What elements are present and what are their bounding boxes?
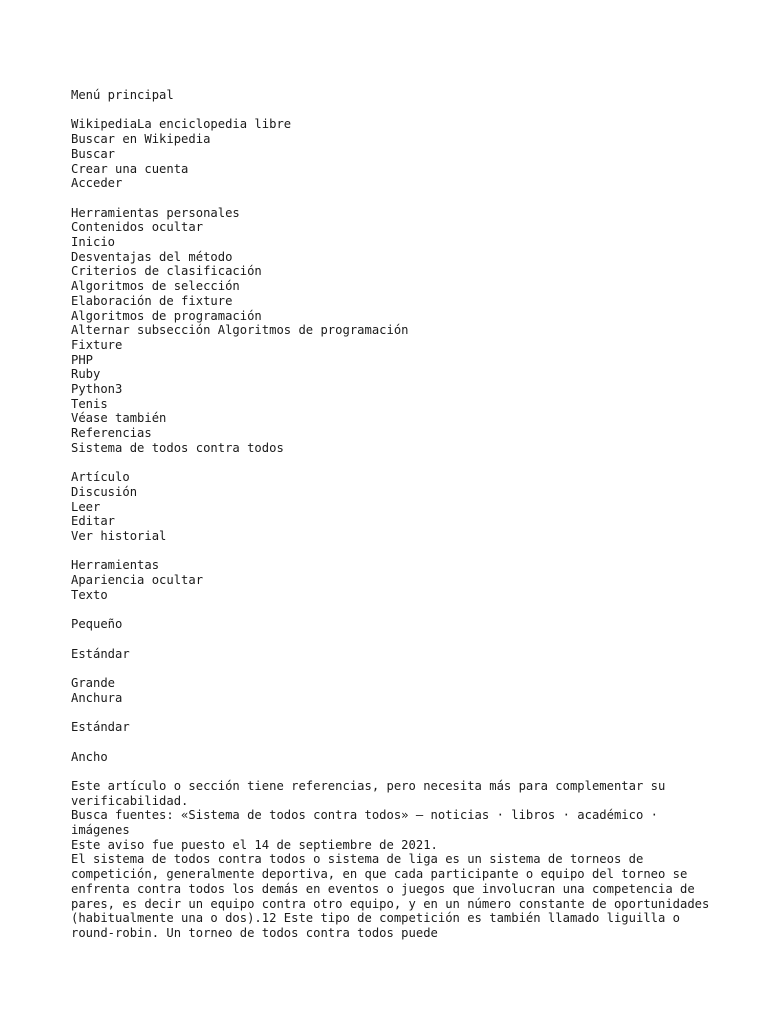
spacer — [71, 456, 711, 471]
toc-item[interactable]: Desventajas del método — [71, 249, 233, 264]
width-wide-option[interactable]: Ancho — [71, 749, 108, 764]
toc-item[interactable]: Python3 — [71, 382, 123, 397]
width-standard-option[interactable]: Estándar — [71, 720, 130, 735]
refimprove-notice: Este artículo o sección tiene referencias, pero necesita más para complementar su verificabilidad. — [71, 778, 666, 808]
tab-edit[interactable]: Editar — [71, 514, 116, 529]
search-input[interactable]: Buscar en Wikipedia — [71, 132, 211, 147]
find-sources-links[interactable]: Busca fuentes: «Sistema de todos contra todos» – noticias · libros · académico · imágenes — [71, 808, 658, 837]
text-size-small-option[interactable]: Pequeño — [71, 617, 123, 632]
article-paragraph: El sistema de todos contra todos o sistema de liga es un sistema de torneos de competición, generalmente deportiva, en que cada participante o equipo del torneo se enfrenta contra todos los demás en eventos o juegos que involucran una competencia de pares, es decir un equipo contra otro equipo, y en un número constante de oportunidades (habitualmente una o dos).12 Este tipo de competición es también llamado liguilla o round-robin. Un torneo de todos contra todos puede — [71, 852, 710, 940]
toc-item[interactable]: Algoritmos de programación — [71, 308, 262, 323]
tab-article[interactable]: Artículo — [71, 470, 130, 485]
main-menu-button[interactable]: Menú principal — [71, 88, 174, 102]
spacer — [71, 764, 711, 779]
spacer — [71, 544, 711, 559]
tab-read[interactable]: Leer — [71, 499, 101, 514]
spacer — [71, 632, 711, 647]
text-size-large-option[interactable]: Grande — [71, 676, 116, 691]
spacer — [71, 705, 711, 720]
page-content — [71, 88, 711, 941]
tab-history[interactable]: Ver historial — [71, 529, 167, 544]
personal-tools-menu[interactable]: Herramientas personales — [71, 205, 240, 220]
toc-heading: Contenidos ocultar — [71, 220, 204, 235]
site-logo-link[interactable]: WikipediaLa enciclopedia libre — [71, 117, 292, 132]
spacer — [71, 191, 711, 206]
spacer — [71, 735, 711, 750]
tools-menu[interactable]: Herramientas — [71, 558, 160, 573]
text-size-standard-option[interactable]: Estándar — [71, 646, 130, 661]
page-title: Sistema de todos contra todos — [71, 440, 284, 455]
create-account-link[interactable]: Crear una cuenta — [71, 161, 189, 176]
search-button[interactable]: Buscar — [71, 146, 116, 161]
spacer — [71, 661, 711, 676]
notice-date: Este aviso fue puesto el 14 de septiembre de 2021. — [71, 837, 438, 852]
toc-item[interactable]: Algoritmos de selección — [71, 279, 240, 294]
toc-item[interactable]: PHP — [71, 352, 94, 367]
tab-discussion[interactable]: Discusión — [71, 484, 138, 499]
appearance-toggle[interactable]: Apariencia ocultar — [71, 573, 204, 588]
toc-subsection-toggle[interactable]: Alternar subsección Algoritmos de programación — [71, 323, 409, 338]
toc-item[interactable]: Ruby — [71, 367, 101, 382]
toc-item[interactable]: Véase también — [71, 411, 167, 426]
width-label: Anchura — [71, 690, 123, 705]
spacer — [71, 103, 711, 118]
toc-item[interactable]: Inicio — [71, 235, 116, 249]
login-link[interactable]: Acceder — [71, 176, 123, 191]
toc-item[interactable]: Fixture — [71, 337, 123, 352]
text-size-label: Texto — [71, 587, 108, 602]
spacer — [71, 603, 711, 618]
toc-item[interactable]: Criterios de clasificación — [71, 264, 262, 279]
toc-item[interactable]: Tenis — [71, 396, 108, 411]
toc-item[interactable]: Elaboración de fixture — [71, 293, 233, 308]
toc-item[interactable]: Referencias — [71, 426, 152, 441]
